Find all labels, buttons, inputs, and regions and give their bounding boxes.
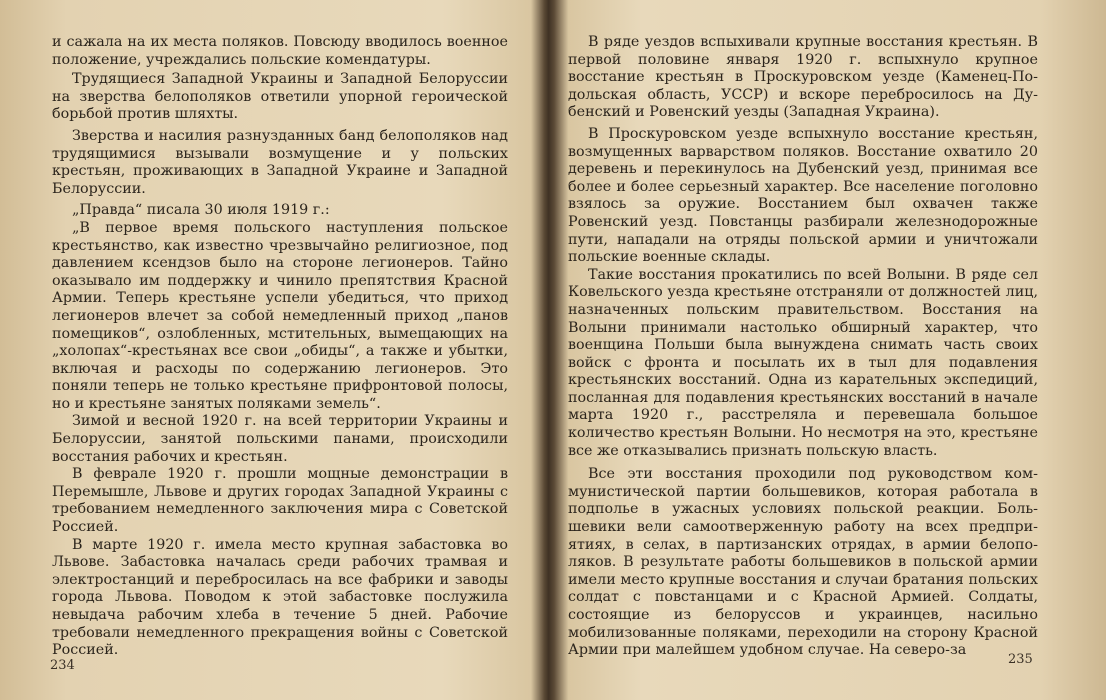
quote-paragraph: „В первое время польского наступления польское крестьянство, как известно чрезвычайно религиозное, под давлением ксендзов было на стороне легионеров. Тайно оказывало им поддержку и чинило препятствия Красной Армии. Теперь крестьяне успели убедиться, что приход легионеров влечет за собой немедленный приход „панов помещиков“, озлобленных, мстительных, вымещающих на „холопах“-крестьянах все свои „обиды“, а также и убытки, включая и расходы по содержанию легионеров. Это поняли теперь не только крестьяне прифронтовой полосы, но и крестьяне занятых поляками земель“. xyxy=(52,219,508,412)
paragraph: Трудящиеся Западной Украины и Западной Белоруссии на зверства белополяков ответили упорной героической борьбой против шляхты. xyxy=(52,71,508,123)
page-number-right: 235 xyxy=(1008,652,1033,667)
paragraph: Такие восстания прокатились по всей Волыни. В ряде сел Ковельского уезда крестьяне отстраняли от должностей лиц, назначенных польским правительством. Восстания на Волыни принимали настолько обширный характер, что военщина Польши была вынуждена снимать часть своих войск с фронта и посылать их в тыл для подавления крестьянских восстаний. Одна из карательных экспедиций, посланная для подавления крестьянских восстаний в начале марта 1920 г., расстреляла и перевешала большое количество крестьян Волыни. Но несмотря на это, крестьяне все же отказывались признать польскую власть. xyxy=(568,266,1038,459)
page-number-left: 234 xyxy=(50,658,75,673)
paragraph: В ряде уездов вспыхивали крупные восстания крестьян. В первой половине января 1920 г. вспыхнуло крупное восстание крестьян в Проскуровском уезде (Каменец-Подольская область, УССР) и вскоре перебросилось на Дубенский и Ровенский уезды (Западная Украина). xyxy=(568,34,1038,121)
paragraph: В феврале 1920 г. прошли мощные демонстрации в Перемышле, Львове и других городах Западной Украины с требованием немедленного заключения мира с Советской Россией. xyxy=(52,466,508,536)
paragraph: В марте 1920 г. имела место крупная забастовка во Львове. Забастовка началась среди рабочих трамвая и электростанций и перебросилась на все фабрики и заводы города Львова. Поводом к этой забастовке послужила невыдача рабочим хлеба в течение 5 дней. Рабочие требовали немедленного прекращения войны с Советской Россией. xyxy=(52,536,508,659)
paragraph: Зверства и насилия разнузданных банд белополяков над трудящимися вызывали возмущение и у польских крестьян, проживающих в Западной Украине и Западной Белоруссии. xyxy=(52,127,508,197)
paragraph: В Проскуровском уезде вспыхнуло восстание крестьян, возмущенных варварством поляков. Восстание охватило 20 деревень и перекинулось на Дубенский уезд, принимая все более и более серьезный характер. Все население поголовно взялось за оружие. Восстанием был охвачен также Ровенский уезд. Повстанцы разбирали железнодорожные пути, нападали на отряды польской армии и уничтожали польские военные склады. xyxy=(568,125,1038,266)
left-page xyxy=(52,34,508,660)
paragraph: Зимой и весной 1920 г. на всей территории Украины и Белоруссии, занятой польскими панами, происходили восстания рабочих и крестьян. xyxy=(52,413,508,465)
right-page xyxy=(568,34,1038,660)
paragraph: и сажала на их места поляков. Повсюду вводилось военное положение, учреждались польские комендатуры. xyxy=(52,34,508,68)
paragraph: „Правда“ писала 30 июля 1919 г.: xyxy=(72,202,330,219)
paragraph: Все эти восстания проходили под руководством коммунистической партии большевиков, которая работала в подполье в ужасных условиях польской реакции. Большевики вели самоотверженную работу на всех предприятиях, в селах, в партизанских отрядах, в армии белополяков. В результате работы большевиков в польской армии имели место крупные восстания и случаи братания польских солдат с повстанцами и с Красной Армией. Солдаты, состоящие из белоруссов и украинцев, насильно мобилизованные поляками, переходили на сторону Красной Армии при малейшем удобном случае. На северо-за xyxy=(568,466,1038,659)
